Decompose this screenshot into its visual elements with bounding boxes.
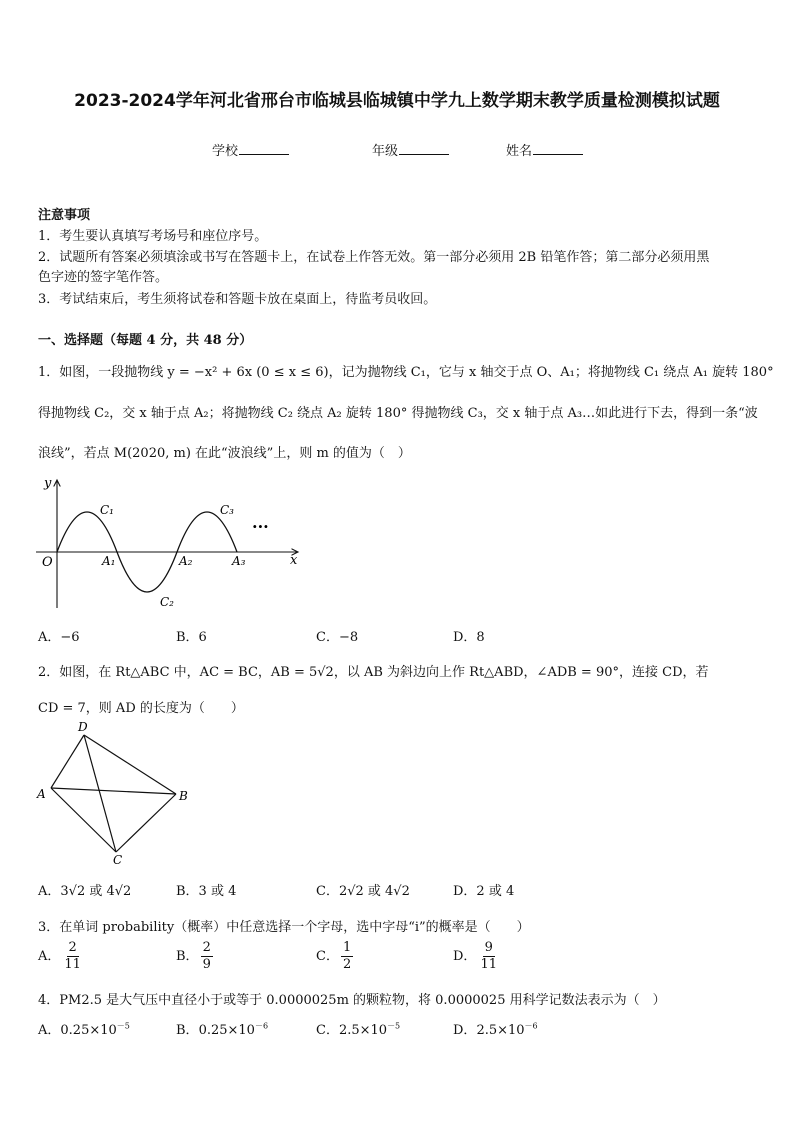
q1-option-c: C．−8: [316, 630, 359, 645]
numerator: 2: [202, 940, 211, 955]
grade-blank: [399, 142, 449, 155]
q2-option-a: A．3√2 或 4√2: [38, 884, 132, 899]
notes-item: 色字迹的签字笔作答。: [38, 270, 169, 285]
q4-option-d: [453, 1019, 538, 1038]
name-label: 姓名: [506, 144, 533, 159]
q4-option-c-letter: C．: [316, 1023, 339, 1038]
q4-option-a: [38, 1019, 130, 1038]
q1-wave-figure: [36, 474, 306, 614]
q3-option-a: [38, 940, 85, 973]
q4-option-b: [176, 1019, 268, 1038]
q1-option-b: B．6: [176, 630, 207, 645]
vertex-d-label: D: [78, 720, 88, 734]
vertex-c-label: C: [113, 853, 123, 867]
curve-c1-label: C₁: [100, 503, 114, 517]
q1-text-line: 得抛物线 C₂，交 x 轴于点 A₂；将抛物线 C₂ 绕点 A₂ 旋转 180° 得抛物线 C₃，交 x 轴于点 A₃…如此进行下去，得到一条“波: [38, 406, 758, 421]
q4-option-b-exponent: －6: [254, 1021, 269, 1031]
q3-option-d-letter: D．: [453, 949, 477, 964]
name-blank: [533, 142, 583, 155]
segment-bc: [116, 794, 176, 852]
page-title: 2023-2024学年河北省邢台市临城县临城镇中学九上数学期末教学质量检测模拟试题: [74, 91, 720, 111]
fraction: [201, 940, 213, 973]
q1-text-line: 1．如图，一段抛物线 y = −x² + 6x (0 ≤ x ≤ 6)，记为抛物线 C₁，它与 x 轴交于点 O、A₁；将抛物线 C₁ 绕点 A₁ 旋转 180°: [38, 365, 774, 380]
q1-option-a: A．−6: [38, 630, 80, 645]
fraction: [341, 940, 353, 973]
q1-text-line: 浪线”，若点 M(2020, m) 在此“波浪线”上，则 m 的值为（ ）: [38, 446, 411, 461]
q4-option-d-exponent: －6: [524, 1021, 538, 1031]
grade-field: [372, 140, 449, 159]
q2-option-d: D．2 或 4: [453, 884, 515, 899]
point-a3-label: A₃: [232, 554, 246, 568]
denominator: 11: [64, 957, 81, 972]
notes-heading: 注意事项: [38, 208, 91, 223]
numerator: 9: [484, 940, 493, 955]
vertex-a-label: A: [37, 787, 46, 801]
curve-c2-label: C₂: [160, 595, 174, 609]
segment-ac: [51, 788, 116, 852]
q4-option-c: [316, 1019, 400, 1038]
q3-option-c-letter: C．: [316, 949, 339, 964]
q3-option-a-letter: A．: [38, 949, 61, 964]
q2-option-c: C．2√2 或 4√2: [316, 884, 410, 899]
q3-option-b: [176, 940, 215, 973]
school-label: 学校: [212, 144, 239, 159]
q3-option-c: [316, 940, 355, 973]
q3-option-d: [453, 940, 501, 973]
q4-option-a-letter: A．: [38, 1023, 61, 1038]
q2-quadrilateral-figure: [34, 718, 204, 868]
point-a1-label: A₁: [102, 554, 116, 568]
fraction: [62, 940, 83, 973]
school-blank: [239, 142, 289, 155]
notes-item: 2．试题所有答案必须填涂或书写在答题卡上，在试卷上作答无效。第一部分必须用 2B 铅笔作答；第二部分必须用黑: [38, 250, 710, 265]
denominator: 9: [202, 957, 211, 972]
q4-text-line: 4．PM2.5 是大气压中直径小于或等于 0.0000025m 的颗粒物，将 0.0000025 用科学记数法表示为（ ）: [38, 993, 666, 1008]
q1-option-d: D．8: [453, 630, 485, 645]
notes-item: 3．考试结束后，考生须将试卷和答题卡放在桌面上，待监考员收回。: [38, 292, 437, 307]
vertex-b-label: B: [179, 789, 188, 803]
continuation-dots: ···: [252, 517, 269, 536]
q3-text-line: 3．在单词 probability（概率）中任意选择一个字母，选中字母“i”的概率是（ ）: [38, 920, 530, 935]
school-field: [212, 140, 289, 159]
name-field: [506, 140, 583, 159]
q4-option-b-base: 0.25×10: [198, 1023, 255, 1038]
notes-item: 1．考生要认真填写考场号和座位序号。: [38, 229, 268, 244]
point-a2-label: A₂: [179, 554, 193, 568]
fraction: [478, 940, 499, 973]
q4-option-a-exponent: －5: [116, 1021, 130, 1031]
q4-option-b-letter: B．: [176, 1023, 199, 1038]
q3-option-b-letter: B．: [176, 949, 199, 964]
grade-label: 年级: [372, 144, 399, 159]
q4-option-d-base: 2.5×10: [476, 1023, 525, 1038]
segment-ab: [51, 788, 176, 794]
numerator: 1: [342, 940, 352, 955]
denominator: 11: [480, 957, 497, 972]
q2-text-line: 2．如图，在 Rt△ABC 中，AC = BC，AB = 5√2，以 AB 为斜边向上作 Rt△ABD，∠ADB = 90°，连接 CD，若: [38, 665, 709, 680]
origin-label: O: [42, 555, 53, 570]
numerator: 2: [68, 940, 77, 955]
q4-option-a-base: 0.25×10: [60, 1023, 117, 1038]
curve-c3-label: C₃: [220, 503, 234, 517]
section-heading: 一、选择题（每题 4 分，共 48 分）: [38, 333, 253, 348]
segment-ad: [51, 735, 84, 788]
q4-option-c-exponent: －5: [387, 1021, 401, 1031]
q2-text-line: CD = 7，则 AD 的长度为（ ）: [38, 701, 244, 716]
q2-option-b: B．3 或 4: [176, 884, 237, 899]
denominator: 2: [342, 957, 352, 972]
q4-option-d-letter: D．: [453, 1023, 477, 1038]
y-axis-label: y: [44, 476, 52, 491]
x-axis-label: x: [290, 553, 298, 568]
q4-option-c-base: 2.5×10: [338, 1023, 388, 1038]
